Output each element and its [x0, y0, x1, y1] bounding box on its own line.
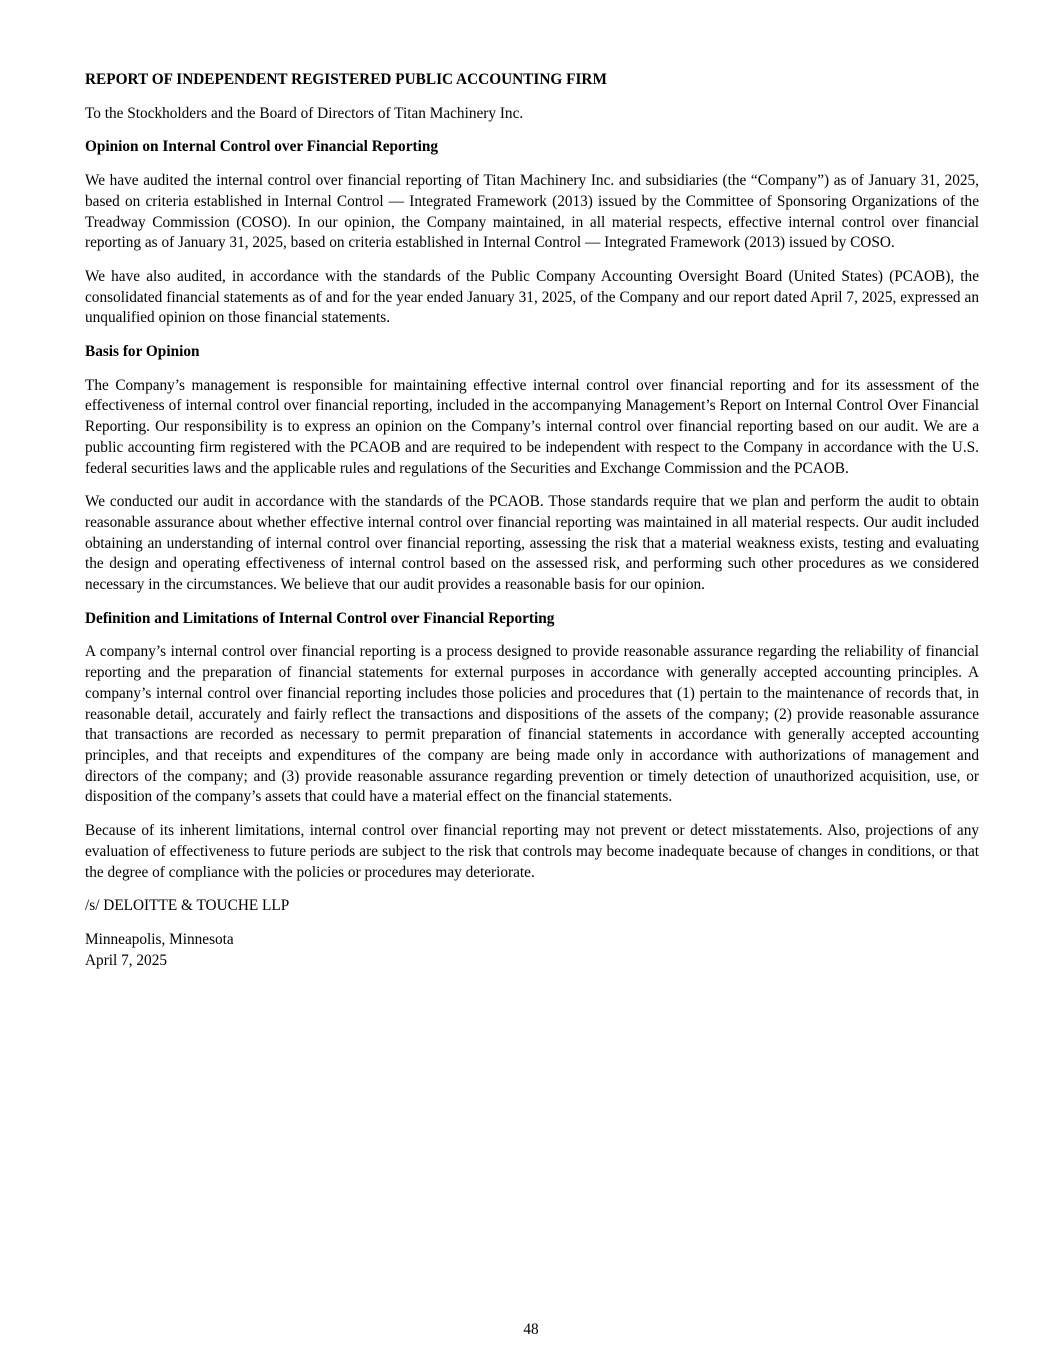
definition-paragraph-1: A company’s internal control over financial reporting is a process designed to provide reasonable assurance regarding the reliability of financial reporting and the preparation of financial statements for external purposes in accordance with generally accepted accounting principles. A company’s internal control over financial reporting includes those policies and procedures that (1) pertain to the maintenance of records that, in reasonable detail, accurately and fairly reflect the transactions and dispositions of the assets of the company; (2) provide reasonable assurance that transactions are recorded as necessary to permit preparation of financial statements in accordance with generally accepted accounting principles, and that receipts and expenditures of the company are being made only in accordance with authorizations of management and directors of the company; and (3) provide reasonable assurance regarding prevention or timely detection of unauthorized acquisition, use, or disposition of the company’s assets that could have a material effect on the financial statements.: [85, 643, 979, 806]
basis-heading: Basis for Opinion: [85, 343, 200, 361]
basis-paragraph-1: The Company’s management is responsible for maintaining effective internal control over financial reporting and for its assessment of the effectiveness of internal control over financial reporting, included in the accompanying Management’s Report on Internal Control Over Financial Reporting. Our responsibility is to express an opinion on the Company’s internal control over financial reporting based on our audit. We are a public accounting firm registered with the PCAOB and are required to be independent with respect to the Company in accordance with the U.S. federal securities laws and the applicable rules and regulations of the Securities and Exchange Commission and the PCAOB.: [85, 376, 979, 477]
addressee-line: To the Stockholders and the Board of Directors of Titan Machinery Inc.: [85, 104, 524, 122]
definition-paragraph-2: Because of its inherent limitations, internal control over financial reporting may not prevent or detect misstatements. Also, projections of any evaluation of effectiveness to future periods are subject to the risk that controls may become inadequate because of changes in conditions, or that the degree of compliance with the policies or procedures may deteriorate.: [85, 822, 979, 881]
report-location: Minneapolis, Minnesota: [85, 930, 234, 948]
auditor-signature: /s/ DELOITTE & TOUCHE LLP: [85, 897, 290, 915]
opinion-heading: Opinion on Internal Control over Financial Reporting: [85, 138, 438, 156]
definition-heading: Definition and Limitations of Internal Control over Financial Reporting: [85, 609, 555, 627]
opinion-paragraph-1: We have audited the internal control over financial reporting of Titan Machinery Inc. and subsidiaries (the “Company”) as of January 31, 2025, based on criteria established in Internal Control — Integrated Framework (2013) issued by the Committee of Sponsoring Organizations of the Treadway Commission (COSO). In our opinion, the Company maintained, in all material respects, effective internal control over financial reporting as of January 31, 2025, based on criteria established in Internal Control — Integrated Framework (2013) issued by COSO.: [85, 172, 979, 252]
opinion-paragraph-2: We have also audited, in accordance with the standards of the Public Company Accounting Oversight Board (United States) (PCAOB), the consolidated financial statements as of and for the year ended January 31, 2025, of the Company and our report dated April 7, 2025, expressed an unqualified opinion on those financial statements.: [85, 267, 979, 327]
report-page: [85, 70, 979, 971]
report-title: REPORT OF INDEPENDENT REGISTERED PUBLIC ACCOUNTING FIRM: [85, 71, 607, 88]
basis-paragraph-2: We conducted our audit in accordance with the standards of the PCAOB. Those standards require that we plan and perform the audit to obtain reasonable assurance about whether effective internal control over financial reporting was maintained in all material respects. Our audit included obtaining an understanding of internal control over financial reporting, assessing the risk that a material weakness exists, testing and evaluating the design and operating effectiveness of internal control based on the assessed risk, and performing such other procedures as we considered necessary in the circumstances. We believe that our audit provides a reasonable basis for our opinion.: [85, 493, 979, 594]
report-date: April 7, 2025: [85, 951, 168, 969]
page-number: 48: [523, 1321, 539, 1338]
